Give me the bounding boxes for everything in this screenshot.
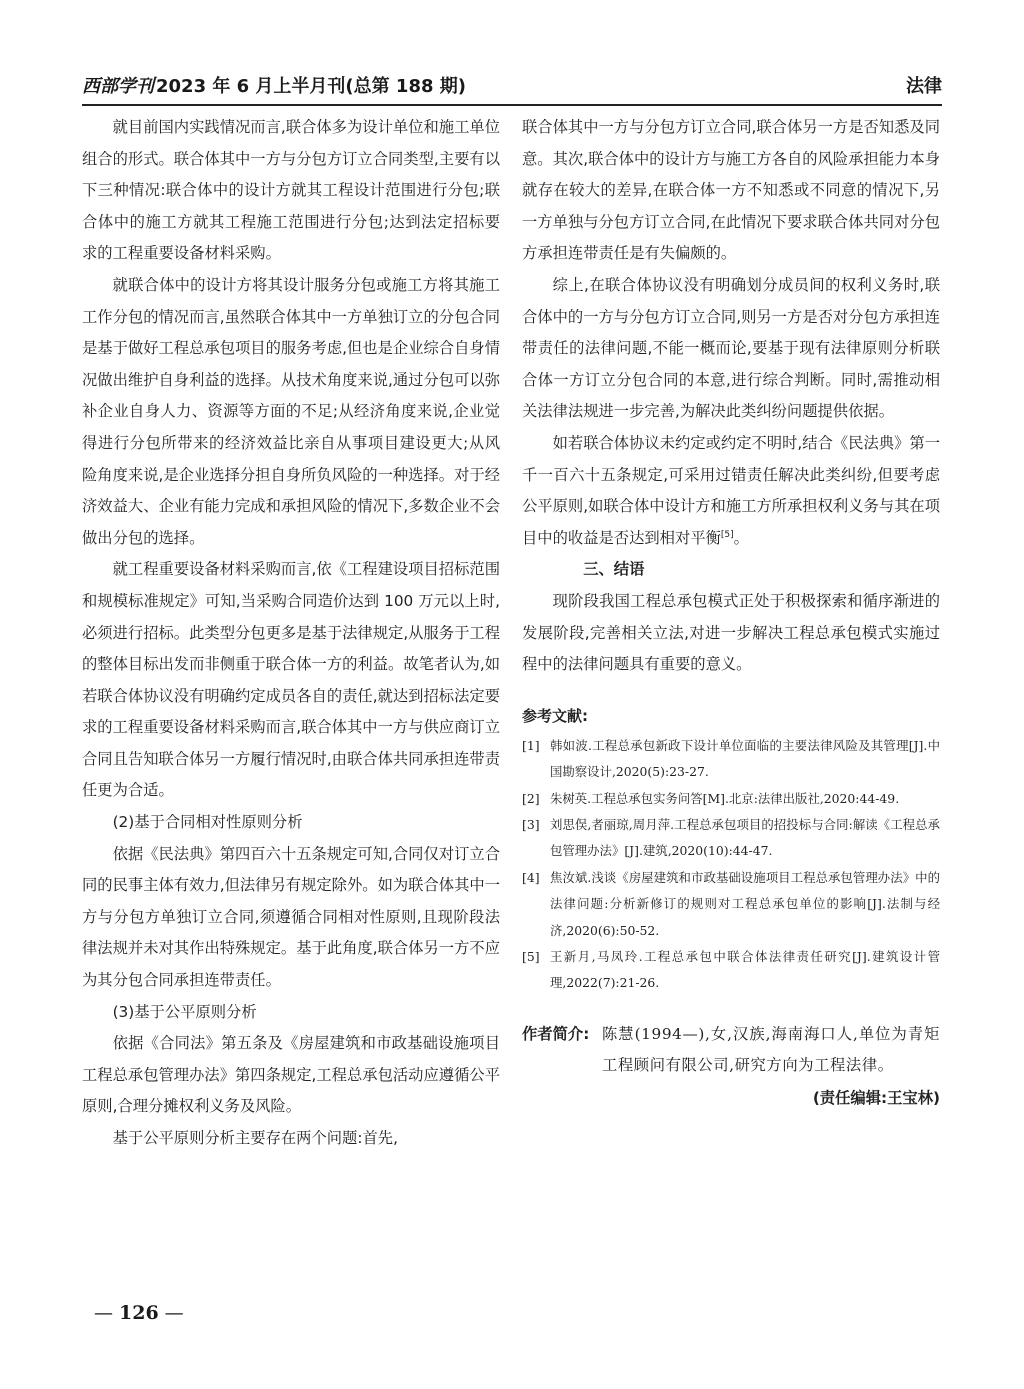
reference-text: 刘思俣,者丽琼,周月萍.工程总承包项目的招投标与合同:解读《工程总承包管理办法》[J].建筑,2020(10):44-47. [550, 816, 940, 859]
subheading: (3)基于公平原则分析 [112, 1002, 257, 1021]
section-heading: 三、结语 [583, 560, 645, 579]
page-number: 126 [119, 1302, 159, 1324]
reference-item [522, 944, 940, 997]
paragraph: 就目前国内实践情况而言,联合体多为设计单位和施工单位组合的形式。联合体其中一方与分包方订立合同类型,主要有以下三种情况:联合体中的设计方就其工程设计范围进行分包;联合体中的施工方就其工程施工范围进行分包;达到法定招标要求的工程重要设备材料采购。 [82, 118, 500, 263]
left-column [82, 112, 500, 1155]
author-bio-text: 陈慧(1994—),女,汉族,海南海口人,单位为青矩工程顾问有限公司,研究方向为工程法律。 [602, 1024, 940, 1074]
header-journal-issue [82, 72, 466, 98]
page-number-dash-left: — [94, 1302, 113, 1324]
citation-ref: [5] [720, 529, 734, 540]
paragraph: 就联合体中的设计方将其设计服务分包或施工方将其施工工作分包的情况而言,虽然联合体其中一方单独订立的分包合同是基于做好工程总承包项目的服务考虑,但也是企业综合自身情况做出维护自身利益的选择。从技术角度来说,通过分包可以弥补企业自身人力、资源等方面的不足;从经济角度来说,企业觉得进行分包所带来的经济效益比亲自从事项目建设更大;从风险角度来说,是企业选择分担自身所负风险的一种选择。对于经济效益大、企业有能力完成和承担风险的情况下,多数企业不会做出分包的选择。 [82, 275, 500, 547]
reference-text: 焦汝斌.浅谈《房屋建筑和市政基础设施项目工程总承包管理办法》中的法律问题:分析新修订的规则对工程总承包单位的影响[J].法制与经济,2020(6):50-52. [550, 869, 940, 938]
reference-text: 王新月,马凤玲.工程总承包中联合体法律责任研究[J].建筑设计管理,2022(7):21-26. [550, 948, 940, 991]
reference-text: 韩如波.工程总承包新政下设计单位面临的主要法律风险及其管理[J].中国勘察设计,2020(5):23-27. [550, 737, 940, 780]
page-header [82, 70, 942, 106]
paragraph: 依据《合同法》第五条及《房屋建筑和市政基础设施项目工程总承包管理办法》第四条规定,工程总承包活动应遵循公平原则,合理分摊权利义务及风险。 [82, 1034, 500, 1116]
paragraph: 依据《民法典》第四百六十五条规定可知,合同仅对订立合同的民事主体有效力,但法律另有规定除外。如为联合体其中一方与分包方单独订立合同,须遵循合同相对性原则,且现阶段法律法规并未对其作出特殊规定。基于此角度,联合体另一方不应为其分包合同承担连带责任。 [82, 844, 500, 990]
paragraph: 基于公平原则分析主要存在两个问题:首先, [112, 1129, 398, 1147]
right-column [522, 112, 940, 1114]
references-list [522, 733, 940, 997]
reference-item [522, 786, 940, 812]
reference-text: 朱树英.工程总承包实务问答[M].北京:法律出版社,2020:44-49. [550, 790, 900, 806]
reference-item [522, 733, 940, 786]
reference-item [522, 865, 940, 944]
section-label: 法律 [906, 76, 942, 97]
paragraph-end: 。 [733, 528, 749, 547]
paragraph: 综上,在联合体协议没有明确划分成员间的权利义务时,联合体中的一方与分包方订立合同,则另一方是否对分包方承担连带责任的法律问题,不能一概而论,要基于现有法律原则分析联合体一方订立分包合同的本意,进行综合判断。同时,需推动相关法律法规进一步完善,为解决此类纠纷问题提供依据。 [522, 275, 940, 421]
paragraph-text: 如若联合体协议未约定或约定不明时,结合《民法典》第一千一百六十五条规定,可采用过错责任解决此类纠纷,但要考虑公平原则,如联合体中设计方和施工方所承担权利义务与其在项目中的收益是否达到相对平衡 [522, 433, 940, 547]
reference-number: [1] [522, 737, 540, 753]
page-number-footer [88, 1302, 190, 1324]
journal-logo: 西部学刊 [82, 76, 154, 97]
issue-label: 2023 年 6 月上半月刊(总第 188 期) [156, 76, 466, 97]
reference-number: [5] [522, 948, 540, 964]
author-bio [522, 1019, 940, 1081]
responsible-editor: (责任编辑:王宝林) [812, 1088, 940, 1107]
paragraph [522, 428, 940, 554]
paragraph: 就工程重要设备材料采购而言,依《工程建设项目招标范围和规模标准规定》可知,当采购合同造价达到 100 万元以上时,必须进行招标。此类型分包更多是基于法律规定,从服务于工程的整体目标出发而非侧重于联合体一方的利益。故笔者认为,如若联合体协议没有明确约定成员各自的责任,就达到招标法定要求的工程重要设备材料采购而言,联合体其中一方与供应商订立合同且告知联合体另一方履行情况时,由联合体共同承担连带责任更为合适。 [82, 560, 500, 800]
page-number-dash-right: — [164, 1302, 184, 1324]
paragraph: 联合体其中一方与分包方订立合同,联合体另一方是否知悉及同意。其次,联合体中的设计方与施工方各自的风险承担能力本身就存在较大的差异,在联合体一方不知悉或不同意的情况下,另一方单独与分包方订立合同,在此情况下要求联合体共同对分包方承担连带责任是有失偏颇的。 [522, 118, 940, 263]
references-heading: 参考文献: [522, 706, 588, 725]
paragraph: 现阶段我国工程总承包模式正处于积极探索和循序渐进的发展阶段,完善相关立法,对进一步解决工程总承包模式实施过程中的法律问题具有重要的意义。 [522, 591, 940, 674]
reference-item [522, 812, 940, 865]
reference-number: [4] [522, 869, 540, 885]
reference-number: [2] [522, 790, 540, 806]
reference-number: [3] [522, 816, 540, 832]
subheading: (2)基于合同相对性原则分析 [112, 813, 303, 832]
author-bio-label: 作者简介: [522, 1024, 590, 1043]
